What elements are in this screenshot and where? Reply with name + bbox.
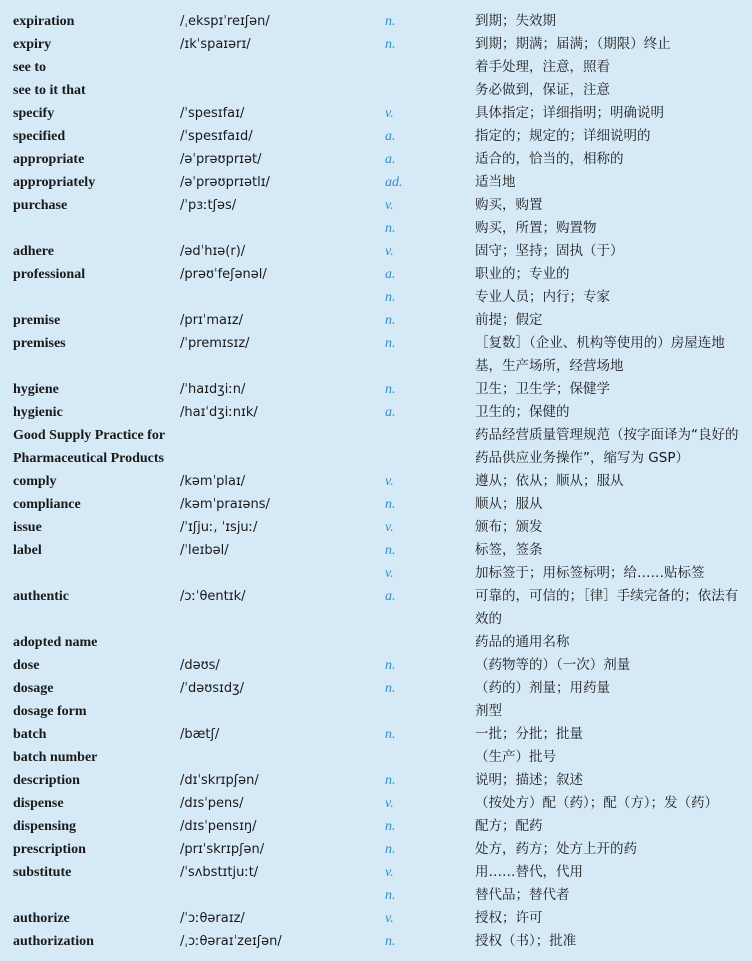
vocab-word: substitute (13, 865, 72, 880)
vocab-phonetic: /ˈsʌbstɪtjuːt/ (180, 865, 259, 880)
vocab-part-of-speech: n. (385, 934, 396, 949)
vocab-part-of-speech: n. (385, 336, 396, 351)
vocab-part-of-speech: n. (385, 681, 396, 696)
vocab-word: professional (13, 267, 86, 282)
vocab-row (0, 470, 752, 493)
vocab-phonetic: /ˈpremɪsɪz/ (180, 336, 250, 351)
vocab-part-of-speech: n. (385, 658, 396, 673)
vocab-phonetic: /ˈɪʃjuː, ˈɪsjuː/ (180, 520, 258, 535)
vocab-meaning: 一批；分批；批量 (475, 726, 583, 742)
vocab-row (0, 746, 752, 769)
vocab-meaning: 专业人员；内行；专家 (475, 289, 610, 305)
vocab-row (0, 401, 752, 424)
vocab-phonetic: /haɪˈdʒiːnɪk/ (180, 405, 258, 420)
vocab-meaning: 加标签于；用标签标明；给……贴标签 (475, 565, 705, 581)
vocab-meaning: 固守；坚持；固执（于） (475, 243, 624, 259)
vocab-phonetic: /ˌekspɪˈreɪʃən/ (180, 14, 270, 29)
vocab-word: batch number (13, 750, 98, 765)
vocab-row (0, 309, 752, 332)
vocab-word: authorization (13, 934, 94, 949)
vocab-row (0, 792, 752, 815)
vocab-meaning: 到期；期满；届满；（期限）终止 (475, 36, 671, 52)
vocab-word: specified (13, 129, 66, 144)
vocab-phonetic: /əˈprəʊprɪətlɪ/ (180, 175, 270, 190)
vocab-word: batch (13, 727, 47, 742)
vocab-row (0, 102, 752, 125)
vocab-phonetic: /ɔːˈθentɪk/ (180, 589, 246, 604)
vocab-phonetic: /ˈhaɪdʒiːn/ (180, 382, 246, 397)
vocab-part-of-speech: n. (385, 497, 396, 512)
vocab-word: see to (13, 60, 47, 75)
vocab-meaning: 指定的；规定的；详细说明的 (475, 128, 651, 144)
vocab-phonetic: /dəʊs/ (180, 658, 220, 673)
vocab-row (0, 194, 752, 217)
vocab-phonetic: /ɪkˈspaɪərɪ/ (180, 37, 251, 52)
vocab-meaning: 具体指定；详细指明；明确说明 (475, 105, 664, 121)
vocab-row (0, 585, 752, 631)
vocab-row (0, 769, 752, 792)
vocab-meaning: 授权；许可 (475, 910, 543, 926)
vocab-phonetic: /dɪˈskrɪpʃən/ (180, 773, 259, 788)
vocab-meaning: 职业的；专业的 (475, 266, 570, 282)
vocab-phonetic: /ˈleɪbəl/ (180, 543, 229, 558)
vocab-word: see to it that (13, 83, 86, 98)
vocab-row (0, 930, 752, 953)
vocab-word: Good Supply Practice for Pharmaceutical Products (13, 428, 165, 466)
vocab-phonetic: /kəmˈpraɪəns/ (180, 497, 270, 512)
vocab-phonetic: /ˌɔːθəraɪˈzeɪʃən/ (180, 934, 282, 949)
vocab-row (0, 171, 752, 194)
vocab-word: hygiene (13, 382, 59, 397)
vocab-phonetic: /ˈɔːθəraɪz/ (180, 911, 245, 926)
vocab-part-of-speech: v. (385, 244, 394, 259)
vocab-meaning: 前提；假定 (475, 312, 543, 328)
vocab-word: expiry (13, 37, 52, 52)
vocab-word: label (13, 543, 42, 558)
vocab-part-of-speech: v. (385, 865, 394, 880)
vocab-part-of-speech: a. (385, 152, 396, 167)
vocab-meaning: 卫生的；保健的 (475, 404, 570, 420)
vocab-meaning: 处方，药方；处方上开的药 (475, 841, 637, 857)
vocab-word: appropriately (13, 175, 96, 190)
vocab-meaning: 药品的通用名称 (475, 634, 570, 650)
vocab-word: authorize (13, 911, 70, 926)
vocab-meaning: 替代品；替代者 (475, 887, 570, 903)
vocab-row (0, 148, 752, 171)
vocab-meaning: ［复数］（企业、机构等使用的）房屋连地基，生产场所，经营场地 (475, 335, 725, 374)
vocab-word: prescription (13, 842, 86, 857)
vocab-meaning: 适合的，恰当的，相称的 (475, 151, 624, 167)
vocab-meaning: （按处方）配（药）；配（方）；发（药） (475, 795, 718, 811)
vocab-part-of-speech: n. (385, 290, 396, 305)
vocab-part-of-speech: v. (385, 474, 394, 489)
vocab-word: compliance (13, 497, 81, 512)
vocab-meaning: 卫生；卫生学；保健学 (475, 381, 610, 397)
vocab-row (0, 240, 752, 263)
vocab-meaning: 到期；失效期 (475, 13, 556, 29)
vocab-part-of-speech: v. (385, 911, 394, 926)
vocab-word: dispense (13, 796, 64, 811)
vocab-row (0, 125, 752, 148)
vocab-word: premise (13, 313, 61, 328)
vocab-phonetic: /dɪsˈpensɪŋ/ (180, 819, 257, 834)
vocab-row (0, 723, 752, 746)
vocab-meaning: 着手处理，注意，照看 (475, 59, 610, 75)
vocab-part-of-speech: n. (385, 842, 396, 857)
vocab-meaning: 顺从；服从 (475, 496, 543, 512)
vocab-row (0, 79, 752, 102)
vocab-word: authentic (13, 589, 69, 604)
vocab-word: premises (13, 336, 66, 351)
vocab-meaning: 配方；配药 (475, 818, 543, 834)
vocab-word: hygienic (13, 405, 63, 420)
vocab-part-of-speech: n. (385, 382, 396, 397)
vocab-meaning: 标签，签条 (475, 542, 543, 558)
vocab-word: purchase (13, 198, 68, 213)
vocab-word: appropriate (13, 152, 85, 167)
vocab-row (0, 907, 752, 930)
vocab-word: adopted name (13, 635, 98, 650)
vocab-row (0, 815, 752, 838)
vocab-row (0, 677, 752, 700)
vocab-phonetic: /dɪsˈpens/ (180, 796, 244, 811)
vocab-meaning: 药品经营质量管理规范（按字面译为“良好的药品供应业务操作”，缩写为 GSP） (475, 427, 739, 466)
vocab-row (0, 332, 752, 378)
vocab-part-of-speech: n. (385, 313, 396, 328)
vocab-word: dose (13, 658, 40, 673)
vocab-row (0, 884, 752, 907)
vocab-part-of-speech: n. (385, 888, 396, 903)
vocab-meaning: 用……替代，代用 (475, 864, 583, 880)
vocab-row (0, 56, 752, 79)
vocab-word: dosage (13, 681, 54, 696)
vocab-meaning: 遵从；依从；顺从；服从 (475, 473, 624, 489)
vocab-row (0, 424, 752, 470)
vocab-part-of-speech: n. (385, 37, 396, 52)
vocab-phonetic: /ˈpɜːtʃəs/ (180, 198, 237, 213)
vocab-row (0, 286, 752, 309)
vocab-phonetic: /prəʊˈfeʃənəl/ (180, 267, 267, 282)
vocab-meaning: （药的）剂量；用药量 (475, 680, 610, 696)
vocab-word: adhere (13, 244, 54, 259)
vocab-part-of-speech: a. (385, 589, 396, 604)
vocab-part-of-speech: n. (385, 221, 396, 236)
vocab-meaning: （药物等的）（一次）剂量 (475, 657, 631, 673)
vocab-meaning: 可靠的，可信的；［律］手续完备的；依法有效的 (475, 588, 739, 627)
vocab-part-of-speech: n. (385, 14, 396, 29)
vocab-meaning: 颁布；颁发 (475, 519, 543, 535)
vocab-part-of-speech: n. (385, 727, 396, 742)
vocab-part-of-speech: n. (385, 773, 396, 788)
vocab-phonetic: /ˈspesɪfaɪd/ (180, 129, 253, 144)
vocab-row (0, 516, 752, 539)
vocab-row (0, 562, 752, 585)
vocab-word: comply (13, 474, 57, 489)
vocab-part-of-speech: n. (385, 543, 396, 558)
vocab-part-of-speech: n. (385, 819, 396, 834)
vocab-phonetic: /prɪˈskrɪpʃən/ (180, 842, 265, 857)
vocab-row (0, 10, 752, 33)
vocab-row (0, 493, 752, 516)
vocab-row (0, 631, 752, 654)
vocab-row (0, 33, 752, 56)
vocab-meaning: 剂型 (475, 703, 502, 719)
vocab-row (0, 861, 752, 884)
vocab-part-of-speech: a. (385, 405, 396, 420)
vocab-phonetic: /bætʃ/ (180, 727, 220, 742)
vocab-word: expiration (13, 14, 75, 29)
vocab-part-of-speech: v. (385, 106, 394, 121)
vocab-word: description (13, 773, 80, 788)
vocab-meaning: 务必做到，保证，注意 (475, 82, 610, 98)
vocab-phonetic: /prɪˈmaɪz/ (180, 313, 244, 328)
vocab-word: specify (13, 106, 55, 121)
vocab-meaning: 购买，所置；购置物 (475, 220, 597, 236)
vocab-row (0, 378, 752, 401)
vocab-part-of-speech: ad. (385, 175, 403, 190)
vocab-word: dosage form (13, 704, 87, 719)
vocab-meaning: 说明；描述；叙述 (475, 772, 583, 788)
vocab-phonetic: /ˈdəʊsɪdʒ/ (180, 681, 244, 696)
vocab-row (0, 263, 752, 286)
vocab-meaning: 购买，购置 (475, 197, 543, 213)
vocab-phonetic: /ˈspesɪfaɪ/ (180, 106, 245, 121)
vocab-row (0, 700, 752, 723)
vocab-part-of-speech: v. (385, 198, 394, 213)
vocab-part-of-speech: v. (385, 796, 394, 811)
vocab-row (0, 654, 752, 677)
vocab-meaning: 适当地 (475, 174, 516, 190)
vocab-row (0, 838, 752, 861)
vocab-row (0, 217, 752, 240)
vocab-phonetic: /ədˈhɪə(r)/ (180, 244, 246, 259)
vocab-word: issue (13, 520, 42, 535)
vocab-part-of-speech: v. (385, 566, 394, 581)
vocab-part-of-speech: a. (385, 267, 396, 282)
vocab-meaning: 授权（书）；批准 (475, 933, 577, 949)
vocab-part-of-speech: a. (385, 129, 396, 144)
vocab-row (0, 539, 752, 562)
vocab-part-of-speech: v. (385, 520, 394, 535)
vocab-meaning: （生产）批号 (475, 749, 556, 765)
vocab-word: dispensing (13, 819, 77, 834)
vocab-phonetic: /əˈprəʊprɪət/ (180, 152, 262, 167)
vocab-phonetic: /kəmˈplaɪ/ (180, 474, 246, 489)
